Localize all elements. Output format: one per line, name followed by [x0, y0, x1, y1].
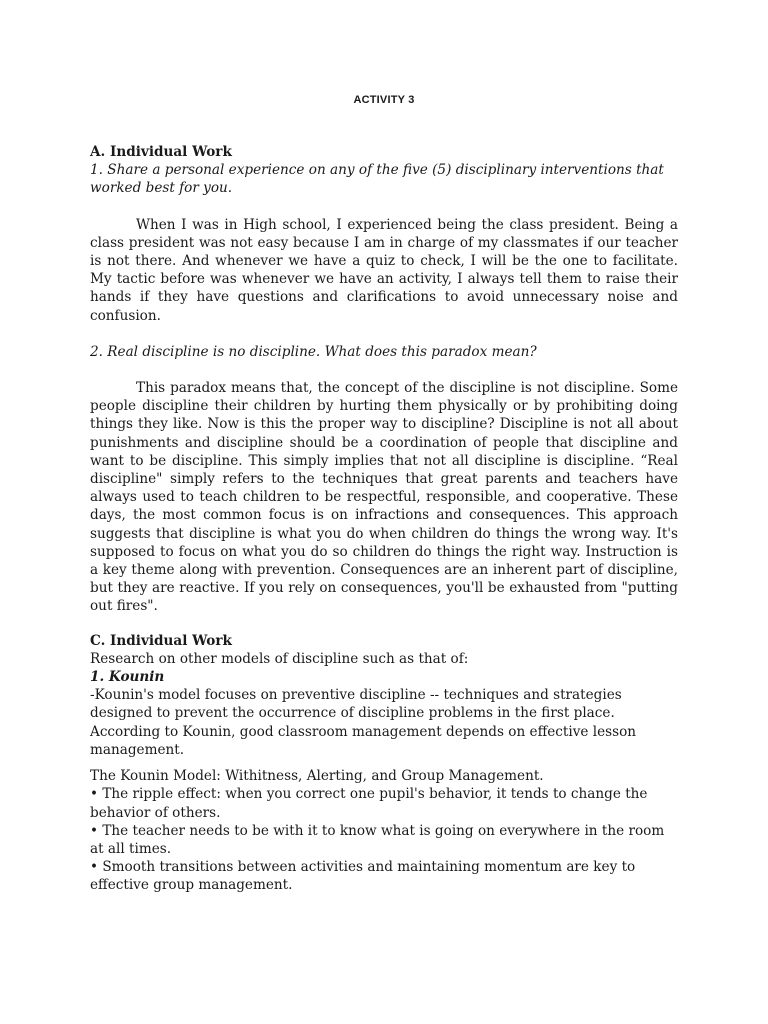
bullet-ripple-effect: • The ripple effect: when you correct one pupil's behavior, it tends to change the behavior of others. — [90, 786, 648, 821]
answer-1: When I was in High school, I experienced being the class president. Being a class president was not easy because I am in charge of my classmates if our teacher is not there. And whenever we have a quiz to check, I will be the one to facilitate. My tactic before was whenever we have an activity, I always tell them to raise their hands if they have questions and clarifications to avoid unnecessary noise and confusion. — [90, 216, 678, 324]
section-a-heading: A. Individual Work — [90, 144, 232, 160]
question-2: 2. Real discipline is no discipline. What does this paradox mean? — [90, 343, 537, 360]
document-body — [90, 143, 678, 895]
bullet-withitness: • The teacher needs to be with it to know what is going on everywhere in the room at all times. — [90, 822, 665, 857]
answer-2: This paradox means that, the concept of the discipline is not discipline. Some people discipline their children by hurting them physically or by prohibiting doing things they like. Now is this the proper way to discipline? Discipline is not all about punishments and discipline should be a coordination of people that discipline and want to be discipline. This simply implies that not all discipline is discipline. “Real discipline" simply refers to the techniques that great parents and teachers have always used to teach children to be respectful, responsible, and cooperative. These days, the most common focus is on infractions and consequences. This approach suggests that discipline is what you do when children do things the wrong way. It's supposed to focus on what you do so children do things the right way. Instruction is a key theme along with prevention. Consequences are an inherent part of discipline, but they are reactive. If you rely on consequences, you'll be exhausted from "putting out fires". — [90, 380, 678, 615]
model-title: 1. Kounin — [90, 669, 165, 686]
activity-title: ACTIVITY 3 — [353, 94, 415, 106]
model-description: -Kounin's model focuses on preventive discipline -- techniques and strategies designed to prevent the occurrence of discipline problems in the first place. According to Kounin, good classroom management depends on effective lesson management. — [90, 687, 637, 758]
question-1: 1. Share a personal experience on any of the five (5) disciplinary interventions that worked best for you. — [90, 162, 664, 197]
bullet-smooth-transitions: • Smooth transitions between activities and maintaining momentum are key to effective group management. — [90, 859, 636, 894]
section-c-intro: Research on other models of discipline such as that of: — [90, 650, 469, 667]
section-c-heading: C. Individual Work — [90, 632, 232, 649]
model-subtitle: The Kounin Model: Withitness, Alerting, and Group Management. — [90, 768, 544, 785]
